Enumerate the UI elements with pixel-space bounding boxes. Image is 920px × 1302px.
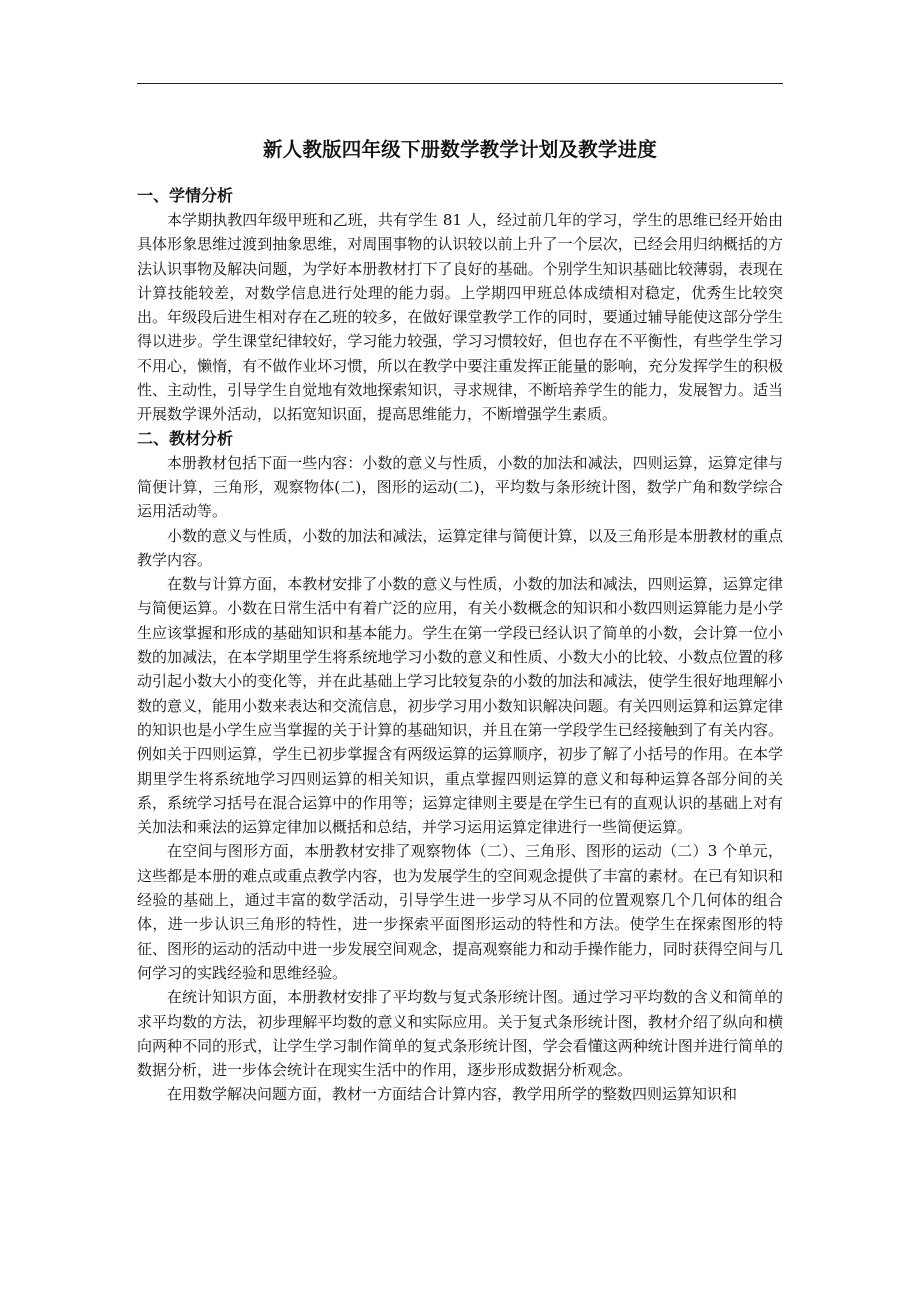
paragraph: 小数的意义与性质，小数的加法和减法，运算定律与简便计算，以及三角形是本册教材的重点教学内容。 bbox=[137, 526, 783, 569]
paragraph: 在用数学解决问题方面，教材一方面结合计算内容，教学用所学的整数四则运算知识和 bbox=[167, 1085, 738, 1104]
section-learning-analysis bbox=[137, 184, 783, 427]
paragraph: 在空间与图形方面，本册教材安排了观察物体（二）、三角形、图形的运动（二）3 个单元，这些都是本册的难点或重点教学内容，也为发展学生的空间观念提供了丰富的素材。在已有知识和经验的基础上，通过丰富的数学活动，引导学生进一步学习从不同的位置观察几个几何体的组合体，进一步认识三角形的特性，进一步探索平面图形运动的特性和方法。使学生在探索图形的特征、图形的运动的活动中进一步发展空间观念，提高观察能力和动手操作能力，同时获得空间与几何学习的实践经验和思维经验。 bbox=[137, 842, 783, 982]
document-body bbox=[137, 184, 783, 1107]
section-textbook-analysis bbox=[137, 427, 783, 1107]
paragraph: 在数与计算方面，本教材安排了小数的意义与性质，小数的加法和减法，四则运算，运算定律与简便运算。小数在日常生活中有着广泛的应用，有关小数概念的知识和小数四则运算能力是小学生应该掌握和形成的基础知识和基本能力。学生在第一学段已经认识了简单的小数，会计算一位小数的加减法，在本学期里学生将系统地学习小数的意义和性质、小数大小的比较、小数点位置的移动引起小数大小的变化等，并在此基础上学习比较复杂的小数的加法和减法，使学生很好地理解小数的意义，能用小数来表达和交流信息，初步学习用小数知识解决问题。有关四则运算和运算定律的知识也是小学生应当掌握的关于计算的基础知识，并且在第一学段学生已经接触到了有关内容。例如关于四则运算，学生已初步掌握含有两级运算的运算顺序，初步了解了小括号的作用。在本学期里学生将系统地学习四则运算的相关知识，重点掌握四则运算的意义和每种运算各部分间的关系，系统学习括号在混合运算中的作用等；运算定律则主要是在学生已有的直观认识的基础上对有关加法和乘法的运算定律加以概括和总结，并学习运用运算定律进行一些简便运算。 bbox=[137, 575, 783, 837]
section-heading: 二、教材分析 bbox=[137, 428, 234, 448]
paragraph: 本册教材包括下面一些内容：小数的意义与性质，小数的加法和减法，四则运算，运算定律与简便计算，三角形，观察物体(二)，图形的运动(二)，平均数与条形统计图，数学广角和数学综合运用活动等。 bbox=[137, 453, 783, 521]
header-rule bbox=[137, 83, 783, 84]
paragraph: 在统计知识方面，本册教材安排了平均数与复式条形统计图。通过学习平均数的含义和简单的求平均数的方法，初步理解平均数的意义和实际应用。关于复式条形统计图，教材介绍了纵向和横向两种不同的形式，让学生学习制作简单的复式条形统计图，学会看懂这两种统计图并进行简单的数据分析，进一步体会统计在现实生活中的作用，逐步形成数据分析观念。 bbox=[137, 988, 783, 1080]
paragraph: 本学期执教四年级甲班和乙班，共有学生 81 人，经过前几年的学习，学生的思维已经开始由具体形象思维过渡到抽象思维，对周围事物的认识较以前上升了一个层次，已经会用归纳概括的方法认识事物及解决问题，为学好本册教材打下了良好的基础。个别学生知识基础比较薄弱，表现在计算技能较差，对数学信息进行处理的能力弱。上学期四甲班总体成绩相对稳定，优秀生比较突出。年级段后进生相对存在乙班的较多，在做好课堂教学工作的同时，要通过辅导能使这部分学生得以进步。学生课堂纪律较好，学习能力较强，学习习惯较好，但也存在不平衡性，有些学生学习不用心，懒惰，有不做作业坏习惯，所以在教学中要注重发挥正能量的影响，充分发挥学生的积极性、主动性，引导学生自觉地有效地探索知识，寻求规律，不断培养学生的能力，发展智力。适当开展数学课外活动，以拓宽知识面，提高思维能力，不断增强学生素质。 bbox=[137, 211, 783, 424]
document-title: 新人教版四年级下册数学教学计划及教学进度 bbox=[262, 138, 657, 162]
section-heading: 一、学情分析 bbox=[137, 186, 234, 205]
